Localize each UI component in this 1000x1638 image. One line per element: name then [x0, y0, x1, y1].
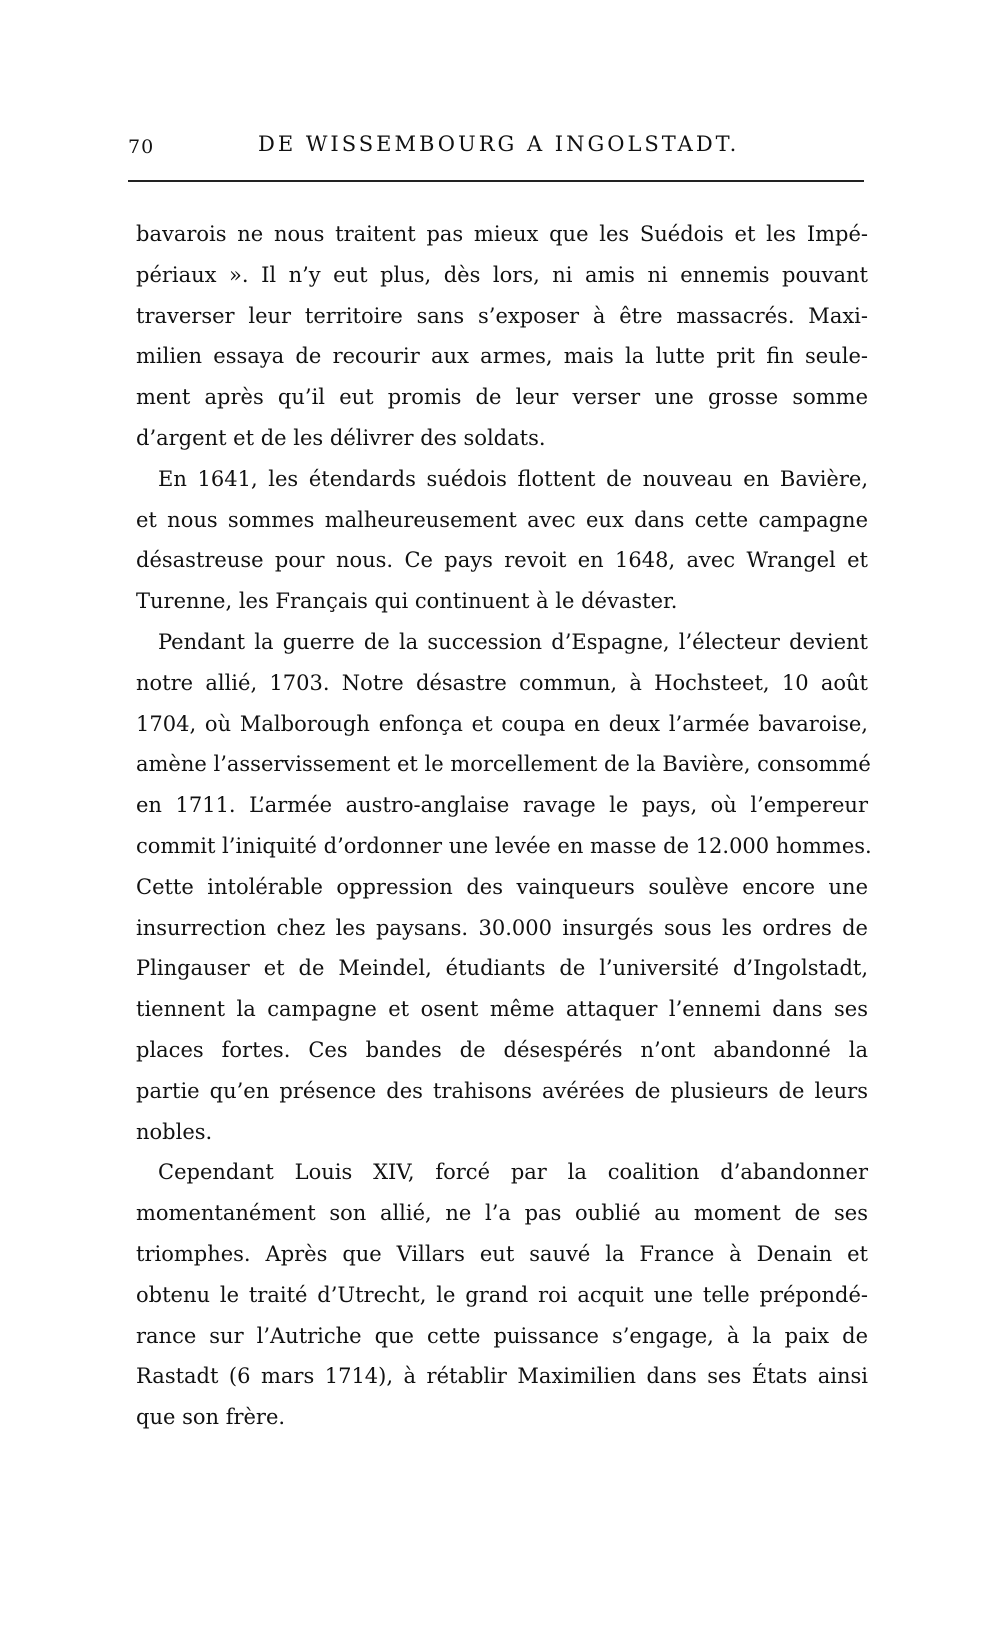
- page-number: 70: [128, 136, 155, 158]
- text-line: Rastadt (6 mars 1714), à rétablir Maximilien dans ses États ainsi: [136, 1364, 868, 1389]
- text-line: bavarois ne nous traitent pas mieux que les Suédois et les Impé-: [136, 222, 868, 246]
- text-line: nobles.: [136, 1119, 213, 1144]
- text-line: et nous sommes malheureusement avec eux dans cette campagne: [136, 507, 868, 532]
- text-line: rance sur l’Autriche que cette puissance s’engage, à la paix de: [136, 1323, 868, 1348]
- text-line: triomphes. Après que Villars eut sauvé la France à Denain et: [136, 1241, 868, 1266]
- paragraph-4: [136, 1152, 896, 1438]
- text-line: Cependant Louis XIV, forcé par la coalition d’abandonner: [158, 1160, 868, 1185]
- running-title: DE WISSEMBOURG A INGOLSTADT.: [258, 132, 740, 156]
- running-head: [128, 128, 868, 168]
- text-line: amène l’asservissement et le morcellement de la Bavière, consommé: [136, 752, 871, 777]
- text-line: partie qu’en présence des trahisons avérées de plusieurs de leurs: [136, 1078, 868, 1103]
- paragraph-2: [136, 459, 896, 622]
- text-line: périaux ». Il n’y eut plus, dès lors, ni amis ni ennemis pouvant: [136, 262, 868, 287]
- text-line: Turenne, les Français qui continuent à le dévaster.: [136, 589, 678, 614]
- text-line: d’argent et de les délivrer des soldats.: [136, 425, 546, 450]
- text-line: tiennent la campagne et osent même attaquer l’ennemi dans ses: [136, 997, 868, 1022]
- text-line: momentanément son allié, ne l’a pas oublié au moment de ses: [136, 1201, 868, 1226]
- text-line: obtenu le traité d’Utrecht, le grand roi acquit une telle prépondé-: [136, 1282, 868, 1307]
- text-line: insurrection chez les paysans. 30.000 insurgés sous les ordres de: [136, 915, 868, 940]
- text-line: En 1641, les étendards suédois flottent de nouveau en Bavière,: [158, 466, 868, 491]
- text-line: Cette intolérable oppression des vainqueurs soulève encore une: [136, 874, 868, 899]
- paragraph-1: [136, 214, 896, 459]
- text-line: places fortes. Ces bandes de désespérés n’ont abandonné la: [136, 1037, 868, 1062]
- text-line: désastreuse pour nous. Ce pays revoit en 1648, avec Wrangel et: [136, 548, 868, 573]
- paragraph-3: [136, 622, 896, 1152]
- text-line: Pendant la guerre de la succession d’Espagne, l’électeur devient: [158, 629, 868, 654]
- text-line: commit l’iniquité d’ordonner une levée en masse de 12.000 hommes.: [136, 833, 872, 858]
- text-line: 1704, où Malborough enfonça et coupa en deux l’armée bavaroise,: [136, 711, 868, 736]
- text-line: que son frère.: [136, 1405, 286, 1430]
- text-line: Plingauser et de Meindel, étudiants de l’université d’Ingolstadt,: [136, 956, 868, 981]
- header-rule: [128, 180, 864, 182]
- text-line: milien essaya de recourir aux armes, mais la lutte prit fin seule-: [136, 344, 868, 369]
- text-line: en 1711. L’armée austro-anglaise ravage le pays, où l’empereur: [136, 793, 868, 818]
- text-line: notre allié, 1703. Notre désastre commun, à Hochsteet, 10 août: [136, 670, 868, 695]
- text-line: ment après qu’il eut promis de leur verser une grosse somme: [136, 385, 868, 410]
- text-body: [136, 214, 896, 1438]
- text-line: traverser leur territoire sans s’exposer à être massacrés. Maxi-: [136, 303, 868, 328]
